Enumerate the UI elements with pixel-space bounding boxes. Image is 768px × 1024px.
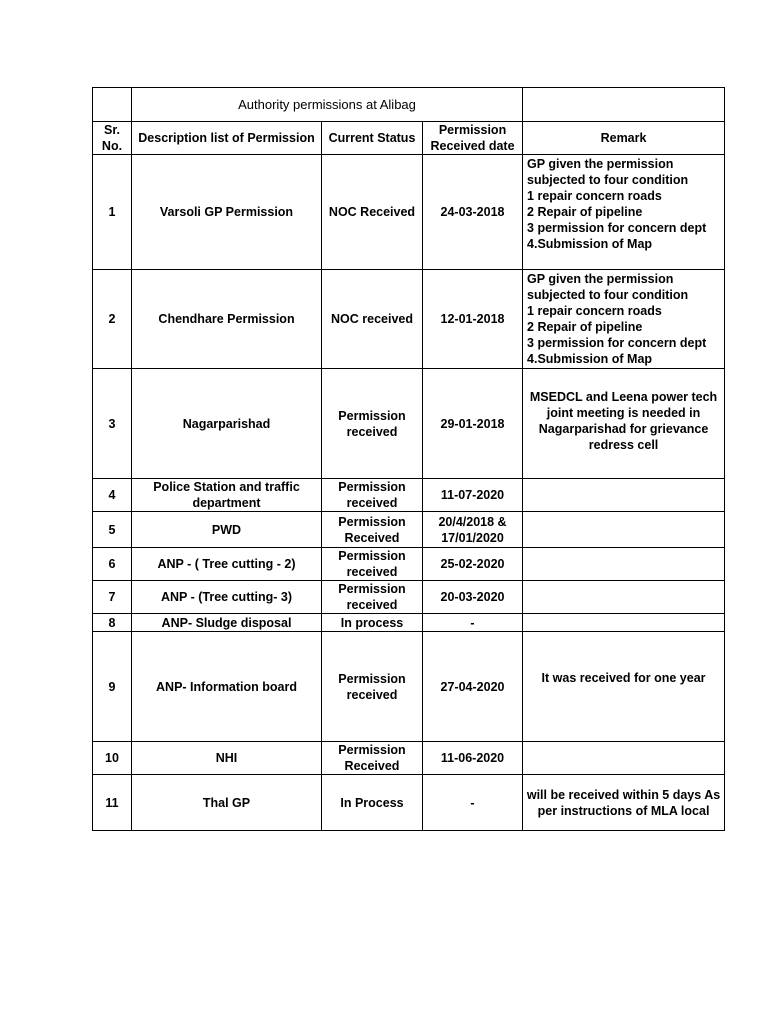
row-date: 25-02-2020 bbox=[423, 548, 523, 581]
row-remark bbox=[523, 742, 725, 775]
header-received-date: Permission Received date bbox=[423, 122, 523, 155]
empty-cell bbox=[93, 88, 132, 122]
row-status: Permission Received bbox=[322, 742, 423, 775]
row-date: - bbox=[423, 614, 523, 632]
row-description: Varsoli GP Permission bbox=[132, 155, 322, 270]
row-sr-no: 11 bbox=[93, 775, 132, 831]
table-row bbox=[93, 614, 725, 632]
row-status: In Process bbox=[322, 775, 423, 831]
row-date: - bbox=[423, 775, 523, 831]
row-remark bbox=[523, 512, 725, 548]
row-description: Nagarparishad bbox=[132, 369, 322, 479]
row-description: ANP- Sludge disposal bbox=[132, 614, 322, 632]
row-sr-no: 8 bbox=[93, 614, 132, 632]
row-remark bbox=[523, 548, 725, 581]
header-current-status: Current Status bbox=[322, 122, 423, 155]
row-remark: GP given the permission subjected to four condition 1 repair concern roads 2 Repair of pipeline 3 permission for concern dept 4.Submission of Map bbox=[523, 270, 725, 369]
row-remark bbox=[523, 581, 725, 614]
empty-cell bbox=[523, 88, 725, 122]
row-status: Permission received bbox=[322, 581, 423, 614]
row-status: NOC Received bbox=[322, 155, 423, 270]
row-remark: It was received for one year bbox=[523, 632, 725, 742]
row-sr-no: 10 bbox=[93, 742, 132, 775]
table-row bbox=[93, 775, 725, 831]
row-date: 20-03-2020 bbox=[423, 581, 523, 614]
table-row bbox=[93, 155, 725, 270]
row-sr-no: 2 bbox=[93, 270, 132, 369]
row-remark bbox=[523, 479, 725, 512]
row-description: NHI bbox=[132, 742, 322, 775]
row-description: PWD bbox=[132, 512, 322, 548]
table-title: Authority permissions at Alibag bbox=[132, 88, 523, 122]
row-date: 11-07-2020 bbox=[423, 479, 523, 512]
row-status: In process bbox=[322, 614, 423, 632]
row-date: 24-03-2018 bbox=[423, 155, 523, 270]
row-description: Police Station and traffic department bbox=[132, 479, 322, 512]
row-status: Permission received bbox=[322, 632, 423, 742]
table-row bbox=[93, 369, 725, 479]
header-row bbox=[93, 122, 725, 155]
row-sr-no: 9 bbox=[93, 632, 132, 742]
row-sr-no: 7 bbox=[93, 581, 132, 614]
header-remark: Remark bbox=[523, 122, 725, 155]
row-status: NOC received bbox=[322, 270, 423, 369]
row-description: ANP - (Tree cutting- 3) bbox=[132, 581, 322, 614]
row-status: Permission received bbox=[322, 369, 423, 479]
row-date: 12-01-2018 bbox=[423, 270, 523, 369]
row-date: 27-04-2020 bbox=[423, 632, 523, 742]
row-remark: MSEDCL and Leena power tech joint meeting is needed in Nagarparishad for grievance redress cell bbox=[523, 369, 725, 479]
row-description: ANP- Information board bbox=[132, 632, 322, 742]
table-row bbox=[93, 632, 725, 742]
row-sr-no: 3 bbox=[93, 369, 132, 479]
permissions-table bbox=[92, 87, 725, 831]
table-row bbox=[93, 548, 725, 581]
table-row bbox=[93, 581, 725, 614]
table-row bbox=[93, 270, 725, 369]
table-row bbox=[93, 479, 725, 512]
row-sr-no: 5 bbox=[93, 512, 132, 548]
row-date: 29-01-2018 bbox=[423, 369, 523, 479]
row-description: Chendhare Permission bbox=[132, 270, 322, 369]
row-remark: will be received within 5 days As per instructions of MLA local bbox=[523, 775, 725, 831]
row-sr-no: 6 bbox=[93, 548, 132, 581]
table-row bbox=[93, 742, 725, 775]
row-date: 20/4/2018 & 17/01/2020 bbox=[423, 512, 523, 548]
row-sr-no: 4 bbox=[93, 479, 132, 512]
row-remark: GP given the permission subjected to four condition 1 repair concern roads 2 Repair of pipeline 3 permission for concern dept 4.Submission of Map bbox=[523, 155, 725, 270]
header-description: Description list of Permission bbox=[132, 122, 322, 155]
row-status: Permission received bbox=[322, 548, 423, 581]
row-description: Thal GP bbox=[132, 775, 322, 831]
row-status: Permission received bbox=[322, 479, 423, 512]
row-date: 11-06-2020 bbox=[423, 742, 523, 775]
row-remark bbox=[523, 614, 725, 632]
table-row bbox=[93, 512, 725, 548]
row-description: ANP - ( Tree cutting - 2) bbox=[132, 548, 322, 581]
title-row bbox=[93, 88, 725, 122]
row-status: Permission Received bbox=[322, 512, 423, 548]
header-sr-no: Sr. No. bbox=[93, 122, 132, 155]
row-sr-no: 1 bbox=[93, 155, 132, 270]
